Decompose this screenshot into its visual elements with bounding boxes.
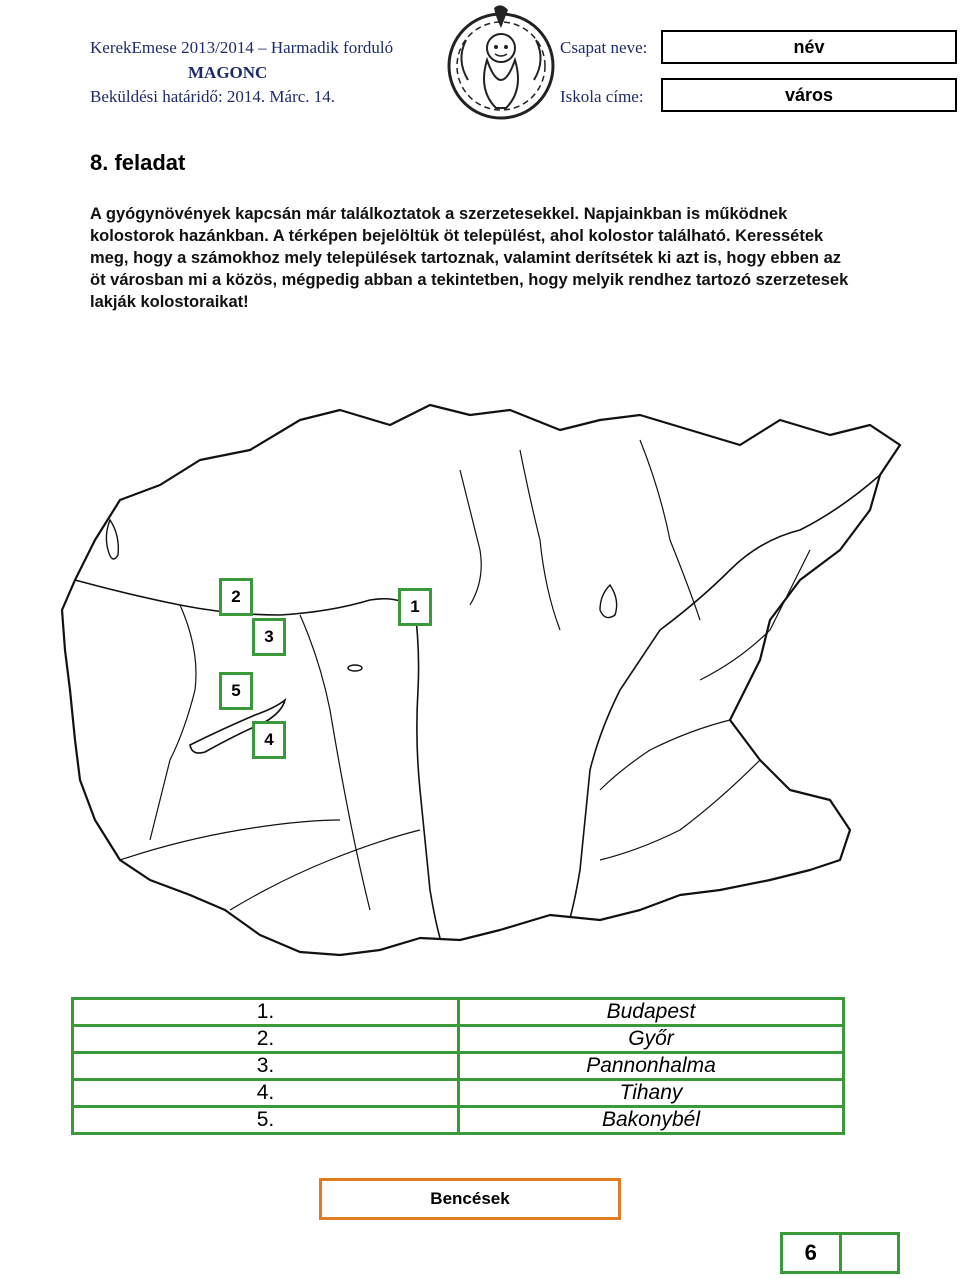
school-field[interactable] — [661, 78, 957, 112]
answer-city[interactable]: Tihany — [459, 1080, 844, 1107]
contest-title: KerekEmese 2013/2014 – Harmadik forduló — [90, 38, 394, 57]
table-row — [73, 1026, 844, 1053]
answer-number: 4. — [73, 1080, 459, 1107]
order-answer-value: Bencések — [430, 1189, 510, 1208]
table-row — [73, 1053, 844, 1080]
deadline-text: Beküldési határidő: 2014. Márc. 14. — [90, 87, 336, 106]
table-row — [73, 1080, 844, 1107]
map-marker-1: 1 — [398, 588, 432, 626]
score-box — [780, 1232, 900, 1274]
team-name-field[interactable] — [661, 30, 957, 64]
school-value: város — [784, 84, 834, 105]
map-marker-5: 5 — [219, 672, 253, 710]
task-description: A gyógynövények kapcsán már találkoztatok a szerzetesekkel. Napjainkban is működnek kolostorok hazánkban. A térképen bejelöltük öt települést, ahol kolostor található. Keressétek meg, hogy a számokhoz mely települések tartoznak, valamint derítsétek ki azt is, hogy ebben az öt városban mi a közös, mégpedig abban a tekintetben, hogy melyik rendhez tartozó szerzetesek lakják kolostoraikat! — [90, 205, 849, 311]
table-row — [73, 1107, 844, 1134]
task-title: 8. feladat — [90, 150, 186, 175]
hungary-map — [0, 390, 960, 1010]
table-row — [73, 999, 844, 1026]
map-marker-3: 3 — [252, 618, 286, 656]
order-answer-field[interactable] — [319, 1178, 621, 1220]
max-points: 6 — [804, 1240, 817, 1265]
school-label: Iskola címe: — [560, 87, 644, 106]
map-marker-4: 4 — [252, 721, 286, 759]
answer-number: 1. — [73, 999, 459, 1026]
team-name-value: név — [793, 36, 825, 57]
earned-points-field[interactable] — [839, 1235, 898, 1271]
answer-city[interactable]: Bakonybél — [459, 1107, 844, 1134]
map-marker-2: 2 — [219, 578, 253, 616]
answer-city[interactable]: Pannonhalma — [459, 1053, 844, 1080]
answer-number: 5. — [73, 1107, 459, 1134]
contest-logo — [446, 0, 556, 128]
answer-number: 3. — [73, 1053, 459, 1080]
answer-city[interactable]: Budapest — [459, 999, 844, 1026]
answer-table — [71, 997, 845, 1135]
answer-city[interactable]: Győr — [459, 1026, 844, 1053]
group-name: MAGONC — [188, 63, 268, 82]
team-label: Csapat neve: — [560, 38, 648, 57]
answer-number: 2. — [73, 1026, 459, 1053]
